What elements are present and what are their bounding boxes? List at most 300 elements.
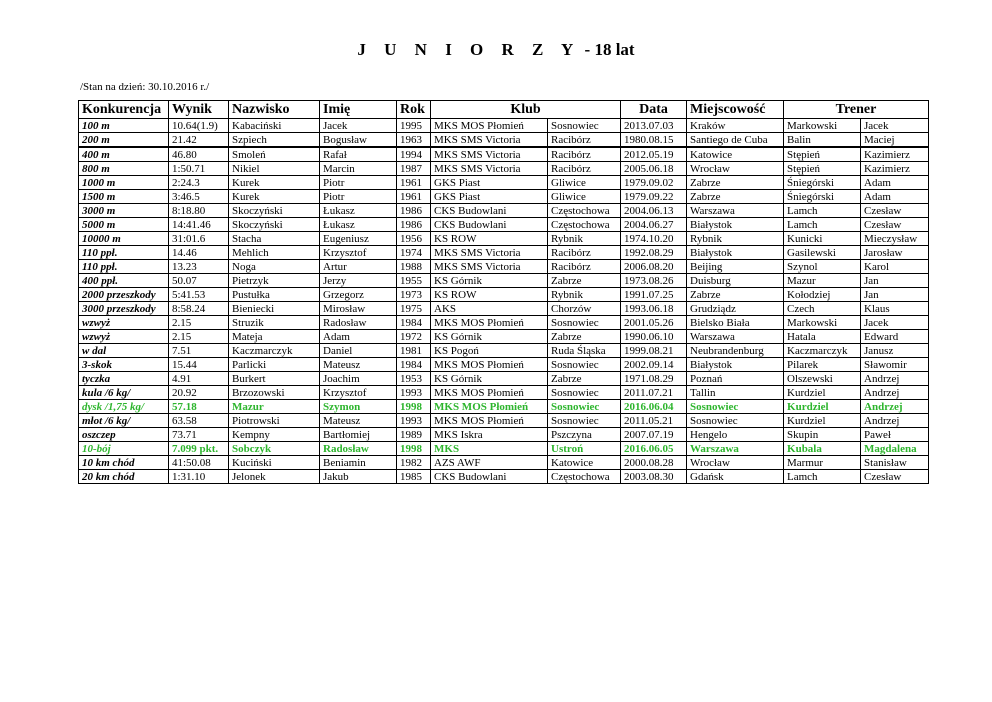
cell-surname: Nikiel xyxy=(229,162,320,176)
cell-year: 1961 xyxy=(397,190,431,204)
table-row xyxy=(79,274,929,288)
cell-city: Racibórz xyxy=(548,246,621,260)
cell-coach-name: Andrzej xyxy=(861,400,929,414)
cell-surname: Kuciński xyxy=(229,456,320,470)
cell-club: AZS AWF xyxy=(431,456,548,470)
cell-coach-name: Jarosław xyxy=(861,246,929,260)
cell-name: Łukasz xyxy=(320,218,397,232)
cell-result: 4.91 xyxy=(169,372,229,386)
cell-name: Marcin xyxy=(320,162,397,176)
cell-event: wzwyż xyxy=(79,316,169,330)
cell-year: 1984 xyxy=(397,316,431,330)
cell-city: Zabrze xyxy=(548,372,621,386)
col-header-result: Wynik xyxy=(169,101,229,119)
cell-place: Bielsko Biała xyxy=(687,316,784,330)
cell-city: Gliwice xyxy=(548,190,621,204)
cell-coach-name: Czesław xyxy=(861,204,929,218)
cell-name: Adam xyxy=(320,330,397,344)
cell-place: Zabrze xyxy=(687,176,784,190)
cell-place: Warszawa xyxy=(687,330,784,344)
cell-result: 41:50.08 xyxy=(169,456,229,470)
cell-event: 100 m xyxy=(79,119,169,133)
table-row xyxy=(79,260,929,274)
cell-date: 1973.08.26 xyxy=(621,274,687,288)
cell-date: 2003.08.30 xyxy=(621,470,687,484)
cell-result: 3:46.5 xyxy=(169,190,229,204)
cell-place: Beijing xyxy=(687,260,784,274)
table-row xyxy=(79,204,929,218)
cell-event: tyczka xyxy=(79,372,169,386)
cell-result: 2.15 xyxy=(169,330,229,344)
cell-coach-surname: Balin xyxy=(784,133,861,148)
cell-result: 2.15 xyxy=(169,316,229,330)
cell-coach-surname: Kaczmarczyk xyxy=(784,344,861,358)
cell-club: KS Górnik xyxy=(431,372,548,386)
cell-result: 1:31.10 xyxy=(169,470,229,484)
table-row xyxy=(79,176,929,190)
cell-year: 1989 xyxy=(397,428,431,442)
cell-year: 1982 xyxy=(397,456,431,470)
cell-event: 200 m xyxy=(79,133,169,148)
cell-name: Radosław xyxy=(320,316,397,330)
cell-city: Częstochowa xyxy=(548,218,621,232)
cell-city: Pszczyna xyxy=(548,428,621,442)
cell-coach-name: Kazimierz xyxy=(861,162,929,176)
cell-year: 1955 xyxy=(397,274,431,288)
cell-coach-name: Magdalena xyxy=(861,442,929,456)
cell-result: 2:24.3 xyxy=(169,176,229,190)
cell-name: Jerzy xyxy=(320,274,397,288)
cell-city: Rybnik xyxy=(548,288,621,302)
cell-surname: Sobczyk xyxy=(229,442,320,456)
cell-event: 5000 m xyxy=(79,218,169,232)
cell-year: 1998 xyxy=(397,400,431,414)
records-table xyxy=(78,100,929,484)
cell-club: MKS SMS Victoria xyxy=(431,260,548,274)
cell-club: MKS xyxy=(431,442,548,456)
cell-coach-name: Stanisław xyxy=(861,456,929,470)
cell-city: Sosnowiec xyxy=(548,358,621,372)
cell-year: 1973 xyxy=(397,288,431,302)
cell-club: CKS Budowlani xyxy=(431,218,548,232)
cell-city: Zabrze xyxy=(548,330,621,344)
cell-name: Mateusz xyxy=(320,414,397,428)
col-header-date: Data xyxy=(621,101,687,119)
col-header-coach: Trener xyxy=(784,101,929,119)
cell-event: 800 m xyxy=(79,162,169,176)
cell-date: 2004.06.27 xyxy=(621,218,687,232)
cell-place: Santiego de Cuba xyxy=(687,133,784,148)
cell-club: MKS MOS Płomień xyxy=(431,386,548,400)
cell-date: 2005.06.18 xyxy=(621,162,687,176)
cell-date: 1979.09.02 xyxy=(621,176,687,190)
cell-result: 15.44 xyxy=(169,358,229,372)
table-row xyxy=(79,162,929,176)
table-row xyxy=(79,400,929,414)
cell-city: Rybnik xyxy=(548,232,621,246)
cell-year: 1986 xyxy=(397,218,431,232)
cell-year: 1995 xyxy=(397,119,431,133)
cell-place: Tallin xyxy=(687,386,784,400)
cell-date: 2002.09.14 xyxy=(621,358,687,372)
cell-place: Duisburg xyxy=(687,274,784,288)
cell-date: 1979.09.22 xyxy=(621,190,687,204)
cell-surname: Smoleń xyxy=(229,147,320,162)
cell-result: 73.71 xyxy=(169,428,229,442)
cell-name: Jacek xyxy=(320,119,397,133)
cell-club: KS Pogoń xyxy=(431,344,548,358)
cell-name: Bogusław xyxy=(320,133,397,148)
cell-surname: Kaczmarczyk xyxy=(229,344,320,358)
cell-coach-name: Czesław xyxy=(861,470,929,484)
cell-city: Częstochowa xyxy=(548,470,621,484)
cell-result: 8:58.24 xyxy=(169,302,229,316)
cell-city: Racibórz xyxy=(548,260,621,274)
cell-name: Łukasz xyxy=(320,204,397,218)
cell-club: GKS Piast xyxy=(431,190,548,204)
cell-event: 1000 m xyxy=(79,176,169,190)
cell-coach-name: Paweł xyxy=(861,428,929,442)
col-header-club: Klub xyxy=(431,101,621,119)
cell-result: 50.07 xyxy=(169,274,229,288)
cell-event: 10-bój xyxy=(79,442,169,456)
table-row xyxy=(79,288,929,302)
cell-coach-surname: Śniegórski xyxy=(784,176,861,190)
cell-city: Zabrze xyxy=(548,274,621,288)
cell-name: Mateusz xyxy=(320,358,397,372)
cell-name: Radosław xyxy=(320,442,397,456)
table-row xyxy=(79,456,929,470)
cell-place: Neubrandenburg xyxy=(687,344,784,358)
cell-city: Ruda Śląska xyxy=(548,344,621,358)
table-row xyxy=(79,470,929,484)
cell-event: 400 ppł. xyxy=(79,274,169,288)
cell-year: 1987 xyxy=(397,162,431,176)
cell-surname: Mehlich xyxy=(229,246,320,260)
cell-coach-surname: Kurdziel xyxy=(784,414,861,428)
col-header-place: Miejscowość xyxy=(687,101,784,119)
cell-coach-surname: Lamch xyxy=(784,470,861,484)
cell-name: Bartłomiej xyxy=(320,428,397,442)
cell-year: 1993 xyxy=(397,414,431,428)
title-main: J U N I O R Z Y xyxy=(357,40,581,59)
cell-coach-name: Kazimierz xyxy=(861,147,929,162)
cell-date: 1993.06.18 xyxy=(621,302,687,316)
cell-place: Warszawa xyxy=(687,442,784,456)
cell-event: 2000 przeszkody xyxy=(79,288,169,302)
cell-name: Krzysztof xyxy=(320,246,397,260)
cell-surname: Kurek xyxy=(229,190,320,204)
cell-surname: Piotrowski xyxy=(229,414,320,428)
cell-name: Grzegorz xyxy=(320,288,397,302)
cell-date: 2011.07.21 xyxy=(621,386,687,400)
cell-result: 10.64(1.9) xyxy=(169,119,229,133)
col-header-year: Rok xyxy=(397,101,431,119)
cell-event: 400 m xyxy=(79,147,169,162)
cell-event: 3-skok xyxy=(79,358,169,372)
cell-date: 2007.07.19 xyxy=(621,428,687,442)
cell-surname: Struzik xyxy=(229,316,320,330)
cell-coach-surname: Kołodziej xyxy=(784,288,861,302)
cell-coach-name: Klaus xyxy=(861,302,929,316)
cell-date: 2013.07.03 xyxy=(621,119,687,133)
cell-coach-surname: Mazur xyxy=(784,274,861,288)
cell-place: Gdańsk xyxy=(687,470,784,484)
cell-city: Katowice xyxy=(548,456,621,470)
page-title xyxy=(0,40,992,60)
cell-club: MKS Iskra xyxy=(431,428,548,442)
cell-place: Białystok xyxy=(687,218,784,232)
cell-year: 1986 xyxy=(397,204,431,218)
table-row xyxy=(79,302,929,316)
cell-surname: Mazur xyxy=(229,400,320,414)
cell-coach-surname: Skupin xyxy=(784,428,861,442)
cell-year: 1994 xyxy=(397,147,431,162)
cell-date: 2016.06.04 xyxy=(621,400,687,414)
cell-coach-surname: Markowski xyxy=(784,119,861,133)
cell-city: Sosnowiec xyxy=(548,119,621,133)
cell-date: 1991.07.25 xyxy=(621,288,687,302)
cell-place: Warszawa xyxy=(687,204,784,218)
cell-club: MKS SMS Victoria xyxy=(431,133,548,148)
cell-coach-name: Andrzej xyxy=(861,386,929,400)
table-row xyxy=(79,386,929,400)
cell-year: 1981 xyxy=(397,344,431,358)
cell-event: 10 km chód xyxy=(79,456,169,470)
cell-coach-name: Karol xyxy=(861,260,929,274)
table-row xyxy=(79,218,929,232)
cell-name: Beniamin xyxy=(320,456,397,470)
cell-name: Piotr xyxy=(320,190,397,204)
cell-place: Rybnik xyxy=(687,232,784,246)
cell-event: kula /6 kg/ xyxy=(79,386,169,400)
cell-coach-name: Sławomir xyxy=(861,358,929,372)
cell-name: Szymon xyxy=(320,400,397,414)
table-row xyxy=(79,428,929,442)
cell-coach-surname: Kubala xyxy=(784,442,861,456)
cell-coach-name: Jan xyxy=(861,274,929,288)
cell-place: Hengelo xyxy=(687,428,784,442)
cell-club: CKS Budowlani xyxy=(431,470,548,484)
cell-surname: Stacha xyxy=(229,232,320,246)
table-row xyxy=(79,147,929,162)
cell-date: 2001.05.26 xyxy=(621,316,687,330)
cell-result: 8:18.80 xyxy=(169,204,229,218)
cell-city: Sosnowiec xyxy=(548,316,621,330)
cell-place: Grudziądz xyxy=(687,302,784,316)
cell-date: 2016.06.05 xyxy=(621,442,687,456)
cell-coach-surname: Gasilewski xyxy=(784,246,861,260)
cell-date: 1971.08.29 xyxy=(621,372,687,386)
table-row xyxy=(79,344,929,358)
cell-coach-surname: Hatala xyxy=(784,330,861,344)
cell-year: 1998 xyxy=(397,442,431,456)
cell-place: Białystok xyxy=(687,358,784,372)
cell-place: Zabrze xyxy=(687,288,784,302)
cell-surname: Skoczyński xyxy=(229,218,320,232)
cell-date: 1980.08.15 xyxy=(621,133,687,148)
cell-year: 1993 xyxy=(397,386,431,400)
status-date: /Stan na dzień: 30.10.2016 r./ xyxy=(80,81,210,93)
cell-city: Racibórz xyxy=(548,133,621,148)
cell-coach-name: Czesław xyxy=(861,218,929,232)
cell-result: 20.92 xyxy=(169,386,229,400)
cell-city: Chorzów xyxy=(548,302,621,316)
table-row xyxy=(79,442,929,456)
cell-year: 1972 xyxy=(397,330,431,344)
cell-surname: Brzozowski xyxy=(229,386,320,400)
table-row xyxy=(79,330,929,344)
cell-coach-surname: Kunicki xyxy=(784,232,861,246)
table-row xyxy=(79,232,929,246)
cell-event: 110 ppł. xyxy=(79,246,169,260)
table-row xyxy=(79,119,929,133)
cell-coach-surname: Marmur xyxy=(784,456,861,470)
cell-event: w dal xyxy=(79,344,169,358)
cell-city: Racibórz xyxy=(548,162,621,176)
cell-club: MKS SMS Victoria xyxy=(431,162,548,176)
cell-event: młot /6 kg/ xyxy=(79,414,169,428)
cell-date: 1974.10.20 xyxy=(621,232,687,246)
cell-result: 5:41.53 xyxy=(169,288,229,302)
cell-coach-name: Jacek xyxy=(861,316,929,330)
cell-coach-surname: Kurdziel xyxy=(784,386,861,400)
cell-coach-name: Adam xyxy=(861,190,929,204)
cell-year: 1974 xyxy=(397,246,431,260)
table-row xyxy=(79,414,929,428)
cell-name: Eugeniusz xyxy=(320,232,397,246)
cell-surname: Jelonek xyxy=(229,470,320,484)
cell-date: 1990.06.10 xyxy=(621,330,687,344)
cell-event: dysk /1,75 kg/ xyxy=(79,400,169,414)
cell-date: 2004.06.13 xyxy=(621,204,687,218)
cell-place: Katowice xyxy=(687,147,784,162)
cell-coach-name: Edward xyxy=(861,330,929,344)
col-header-name: Imię xyxy=(320,101,397,119)
cell-event: 3000 przeszkody xyxy=(79,302,169,316)
cell-result: 46.80 xyxy=(169,147,229,162)
cell-year: 1961 xyxy=(397,176,431,190)
cell-surname: Noga xyxy=(229,260,320,274)
cell-coach-surname: Stępień xyxy=(784,162,861,176)
cell-name: Rafał xyxy=(320,147,397,162)
cell-year: 1985 xyxy=(397,470,431,484)
cell-event: 110 ppł. xyxy=(79,260,169,274)
cell-club: KS ROW xyxy=(431,232,548,246)
table-row xyxy=(79,358,929,372)
cell-coach-surname: Pilarek xyxy=(784,358,861,372)
cell-city: Sosnowiec xyxy=(548,414,621,428)
cell-surname: Parlicki xyxy=(229,358,320,372)
cell-club: MKS SMS Victoria xyxy=(431,147,548,162)
cell-result: 21.42 xyxy=(169,133,229,148)
cell-club: KS Górnik xyxy=(431,330,548,344)
cell-surname: Pustułka xyxy=(229,288,320,302)
cell-club: GKS Piast xyxy=(431,176,548,190)
cell-date: 2000.08.28 xyxy=(621,456,687,470)
cell-name: Joachim xyxy=(320,372,397,386)
cell-club: MKS MOS Płomień xyxy=(431,414,548,428)
cell-coach-name: Mieczysław xyxy=(861,232,929,246)
cell-name: Artur xyxy=(320,260,397,274)
cell-city: Gliwice xyxy=(548,176,621,190)
cell-name: Piotr xyxy=(320,176,397,190)
cell-surname: Burkert xyxy=(229,372,320,386)
cell-coach-surname: Lamch xyxy=(784,204,861,218)
cell-coach-surname: Olszewski xyxy=(784,372,861,386)
col-header-surname: Nazwisko xyxy=(229,101,320,119)
cell-place: Białystok xyxy=(687,246,784,260)
cell-date: 1992.08.29 xyxy=(621,246,687,260)
cell-club: AKS xyxy=(431,302,548,316)
table-row xyxy=(79,316,929,330)
cell-surname: Skoczyński xyxy=(229,204,320,218)
header-row xyxy=(79,101,929,119)
cell-place: Sosnowiec xyxy=(687,414,784,428)
cell-place: Wrocław xyxy=(687,456,784,470)
cell-date: 2006.08.20 xyxy=(621,260,687,274)
cell-city: Sosnowiec xyxy=(548,386,621,400)
cell-event: 20 km chód xyxy=(79,470,169,484)
cell-year: 1988 xyxy=(397,260,431,274)
cell-coach-surname: Stępień xyxy=(784,147,861,162)
cell-coach-surname: Lamch xyxy=(784,218,861,232)
cell-name: Mirosław xyxy=(320,302,397,316)
cell-surname: Kabaciński xyxy=(229,119,320,133)
cell-club: KS Górnik xyxy=(431,274,548,288)
cell-coach-surname: Szynol xyxy=(784,260,861,274)
title-suffix: - 18 lat xyxy=(580,40,635,59)
cell-club: MKS MOS Płomień xyxy=(431,358,548,372)
cell-date: 2011.05.21 xyxy=(621,414,687,428)
cell-surname: Kurek xyxy=(229,176,320,190)
cell-city: Ustroń xyxy=(548,442,621,456)
cell-year: 1956 xyxy=(397,232,431,246)
cell-place: Poznań xyxy=(687,372,784,386)
cell-result: 31:01.6 xyxy=(169,232,229,246)
cell-coach-name: Andrzej xyxy=(861,372,929,386)
cell-place: Kraków xyxy=(687,119,784,133)
cell-event: 3000 m xyxy=(79,204,169,218)
cell-club: CKS Budowlani xyxy=(431,204,548,218)
cell-surname: Szpiech xyxy=(229,133,320,148)
cell-city: Sosnowiec xyxy=(548,400,621,414)
cell-result: 7.51 xyxy=(169,344,229,358)
cell-city: Racibórz xyxy=(548,147,621,162)
cell-result: 57.18 xyxy=(169,400,229,414)
cell-club: KS ROW xyxy=(431,288,548,302)
col-header-event: Konkurencja xyxy=(79,101,169,119)
cell-result: 14.46 xyxy=(169,246,229,260)
cell-year: 1975 xyxy=(397,302,431,316)
cell-event: 1500 m xyxy=(79,190,169,204)
cell-club: MKS MOS Płomień xyxy=(431,316,548,330)
cell-coach-surname: Śniegórski xyxy=(784,190,861,204)
cell-result: 14:41.46 xyxy=(169,218,229,232)
cell-result: 7.099 pkt. xyxy=(169,442,229,456)
cell-surname: Pietrzyk xyxy=(229,274,320,288)
cell-coach-name: Maciej xyxy=(861,133,929,148)
cell-surname: Bieniecki xyxy=(229,302,320,316)
cell-club: MKS MOS Płomień xyxy=(431,400,548,414)
cell-place: Wrocław xyxy=(687,162,784,176)
cell-name: Daniel xyxy=(320,344,397,358)
cell-coach-name: Janusz xyxy=(861,344,929,358)
cell-name: Krzysztof xyxy=(320,386,397,400)
cell-year: 1953 xyxy=(397,372,431,386)
cell-year: 1984 xyxy=(397,358,431,372)
table-row xyxy=(79,246,929,260)
